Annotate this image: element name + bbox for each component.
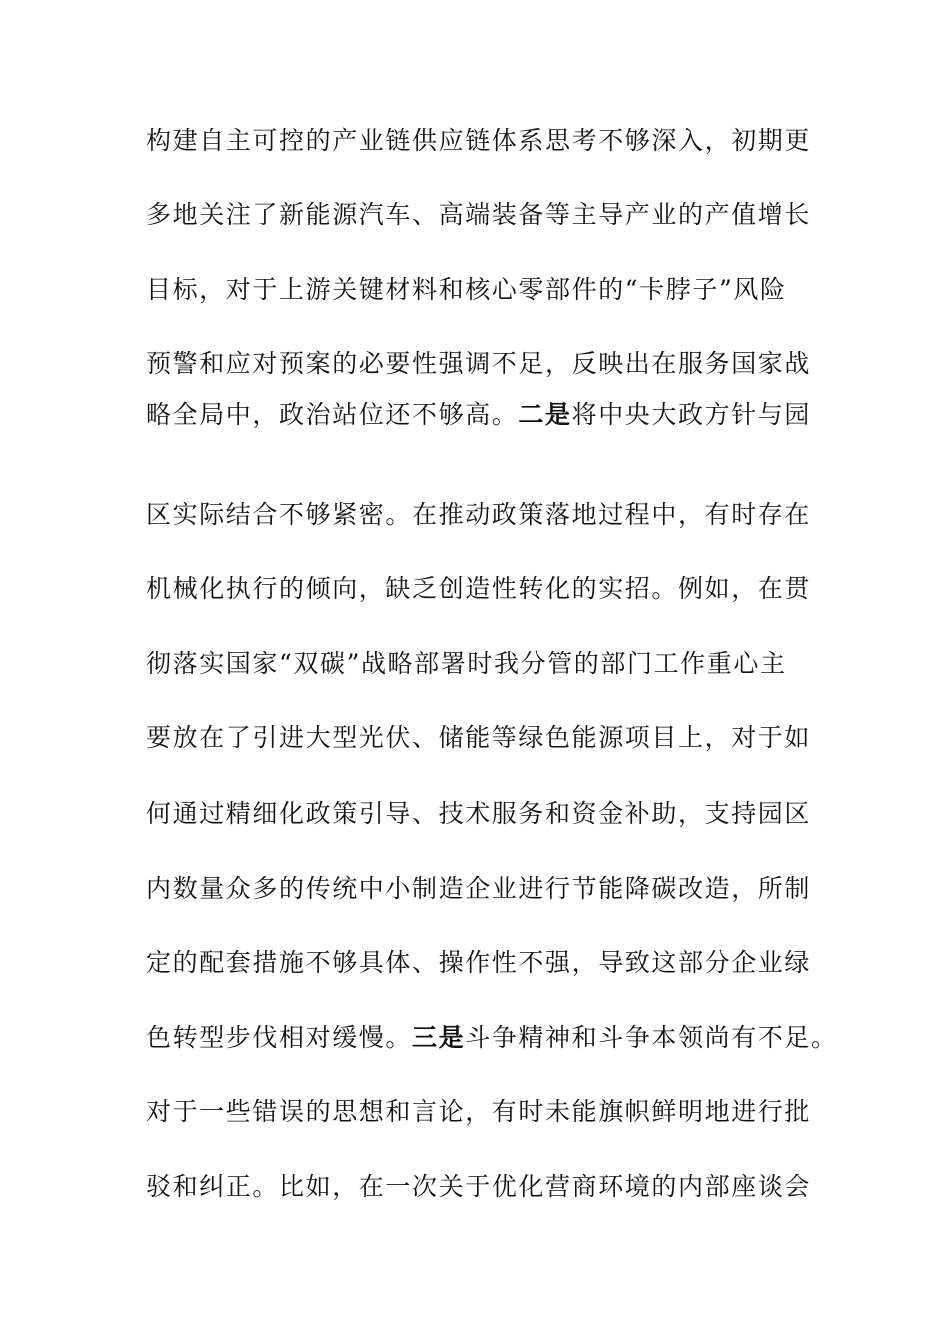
text-run: 略全局中，政治站位还不够高。	[146, 400, 519, 429]
text-line: 构建自主可控的产业链供应链体系思考不够深入，初期更	[146, 126, 812, 155]
text-line: 何通过精细化政策引导、技术服务和资金补助，支持园区	[146, 799, 812, 828]
emphasis-heading: 三是	[412, 1023, 466, 1052]
text-line: 定的配套措施不够具体、操作性不强，导致这部分企业绿	[146, 948, 812, 977]
text-line: 机械化执行的倾向，缺乏创造性转化的实招。例如，在贯	[146, 574, 812, 603]
emphasis-heading: 二是	[518, 400, 572, 429]
text-line: 驳和纠正。比如，在一次关于优化营商环境的内部座谈会	[146, 1172, 812, 1201]
text-run: 斗争精神和斗争本领尚有不足。	[465, 1023, 838, 1052]
text-line: 区实际结合不够紧密。在推动政策落地过程中，有时存在	[146, 500, 812, 529]
text-line: 多地关注了新能源汽车、高端装备等主导产业的产值增长	[146, 200, 812, 229]
text-line: 要放在了引进大型光伏、储能等绿色能源项目上，对于如	[146, 723, 812, 752]
text-line: 预警和应对预案的必要性强调不足，反映出在服务国家战	[146, 349, 812, 378]
text-line: 目标，对于上游关键材料和核心零部件的“卡脖子”风险	[146, 275, 787, 304]
text-line	[146, 1018, 846, 1058]
text-line: 对于一些错误的思想和言论，有时未能旗帜鲜明地进行批	[146, 1097, 812, 1126]
text-line	[146, 395, 846, 435]
text-line: 内数量众多的传统中小制造企业进行节能降碳改造，所制	[146, 874, 812, 903]
text-line: 彻落实国家“双碳”战略部署时我分管的部门工作重心主	[146, 649, 787, 678]
text-run: 色转型步伐相对缓慢。	[146, 1023, 413, 1052]
text-run: 将中央大政方针与园	[571, 400, 812, 429]
